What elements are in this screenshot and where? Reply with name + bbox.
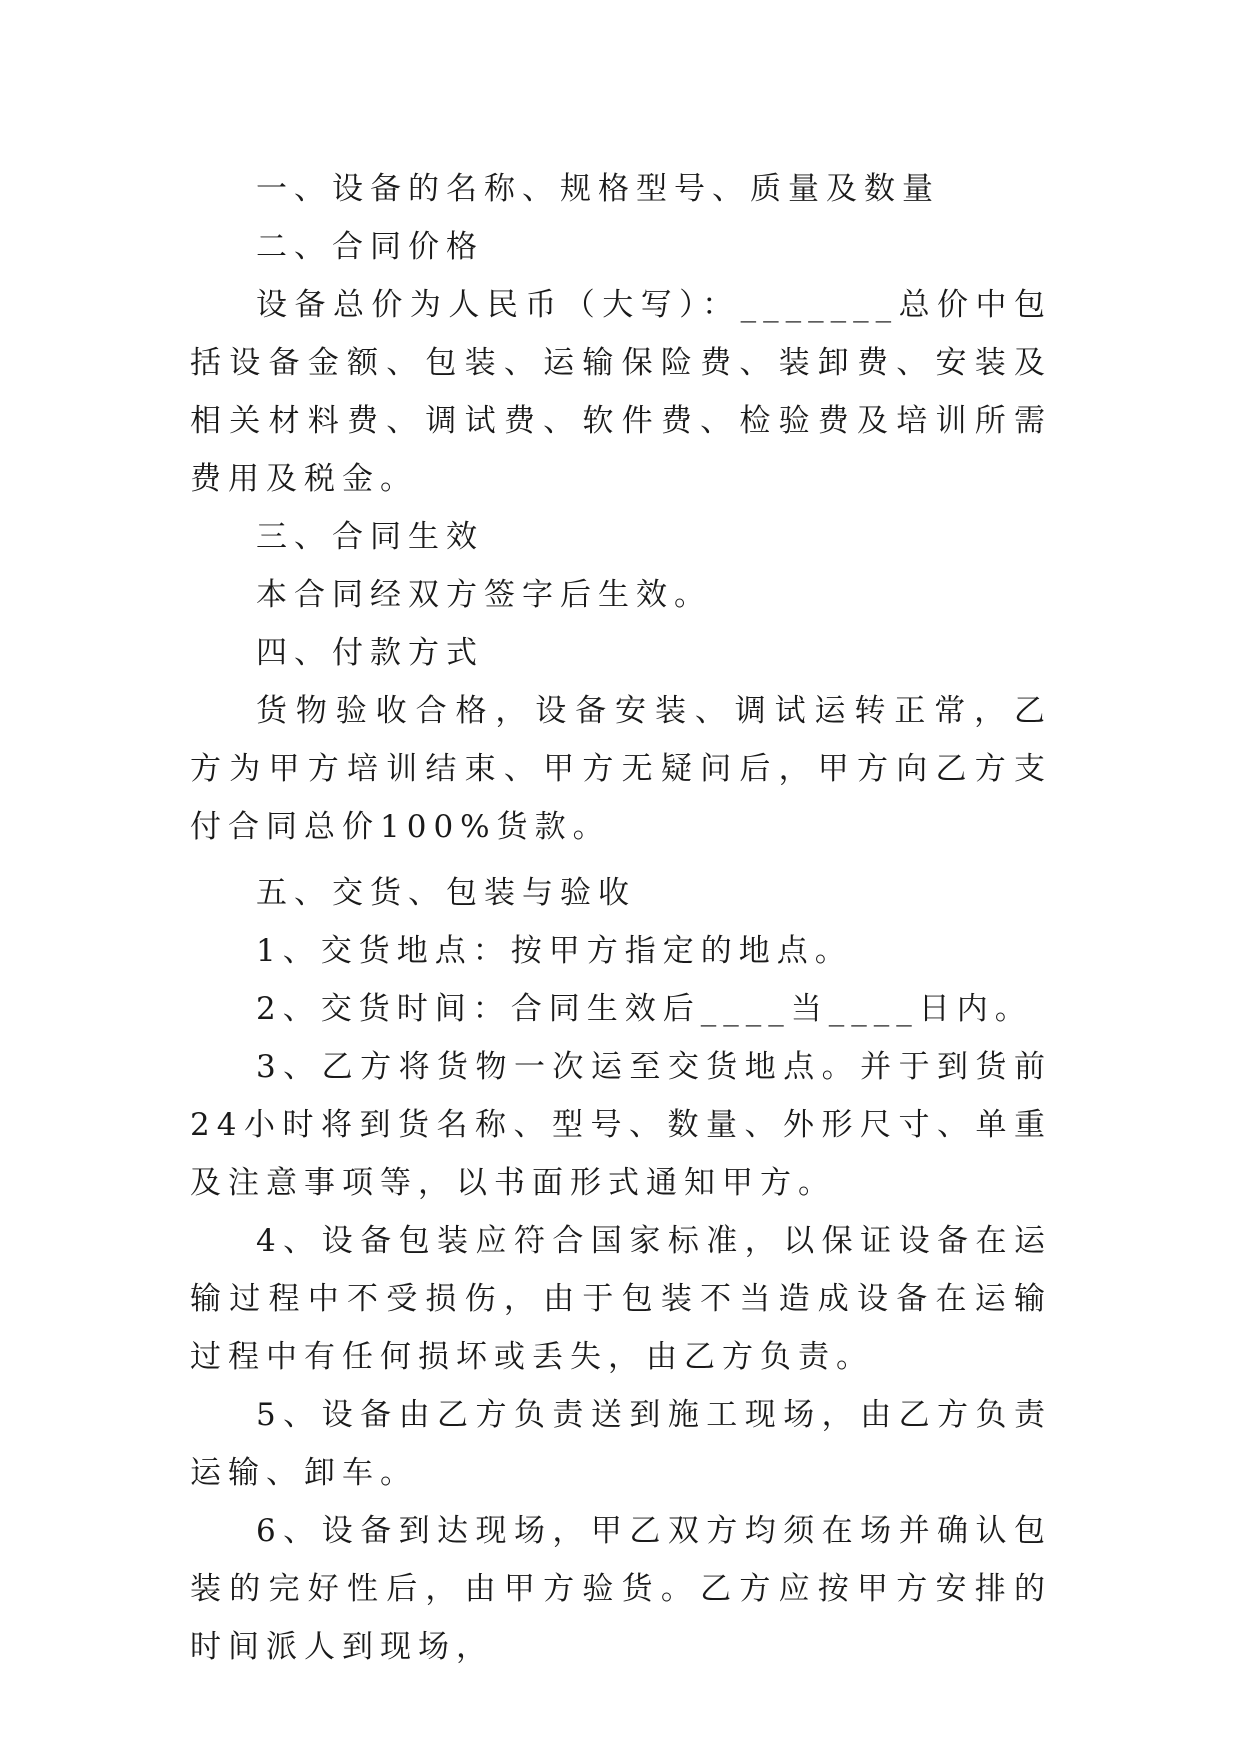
- section-heading-equipment: 一、设备的名称、规格型号、质量及数量: [256, 171, 940, 207]
- price-clause: 设备总价为人民币（大写）：_______总价中包括设备金额、包装、运输保险费、装卸费、安装及相关材料费、调试费、软件费、检验费及培训所需费用及税金。: [190, 287, 1052, 497]
- delivery-item-3: 3、乙方将货物一次运至交货地点。并于到货前24小时将到货名称、型号、数量、外形尺寸、单重及注意事项等，以书面形式通知甲方。: [190, 1049, 1052, 1201]
- section-heading-effect: 三、合同生效: [256, 519, 484, 555]
- document-body: [190, 160, 1052, 1676]
- effect-clause: 本合同经双方签字后生效。: [256, 577, 712, 613]
- section-heading-price: 二、合同价格: [256, 229, 484, 265]
- delivery-item-2: 2、交货时间：合同生效后____当____日内。: [256, 991, 1033, 1027]
- section-heading-delivery: 五、交货、包装与验收: [256, 875, 636, 911]
- payment-clause: 货物验收合格，设备安装、调试运转正常，乙方为甲方培训结束、甲方无疑问后，甲方向乙方支付合同总价100%货款。: [190, 693, 1052, 845]
- delivery-item-1: 1、交货地点：按甲方指定的地点。: [256, 933, 853, 969]
- delivery-item-6: 6、设备到达现场，甲乙双方均须在场并确认包装的完好性后，由甲方验货。乙方应按甲方安排的时间派人到现场，: [190, 1513, 1052, 1665]
- delivery-item-4: 4、设备包装应符合国家标准，以保证设备在运输过程中不受损伤，由于包装不当造成设备在运输过程中有任何损坏或丢失，由乙方负责。: [190, 1223, 1052, 1375]
- delivery-item-5: 5、设备由乙方负责送到施工现场，由乙方负责运输、卸车。: [190, 1397, 1052, 1491]
- section-heading-payment: 四、付款方式: [256, 635, 484, 671]
